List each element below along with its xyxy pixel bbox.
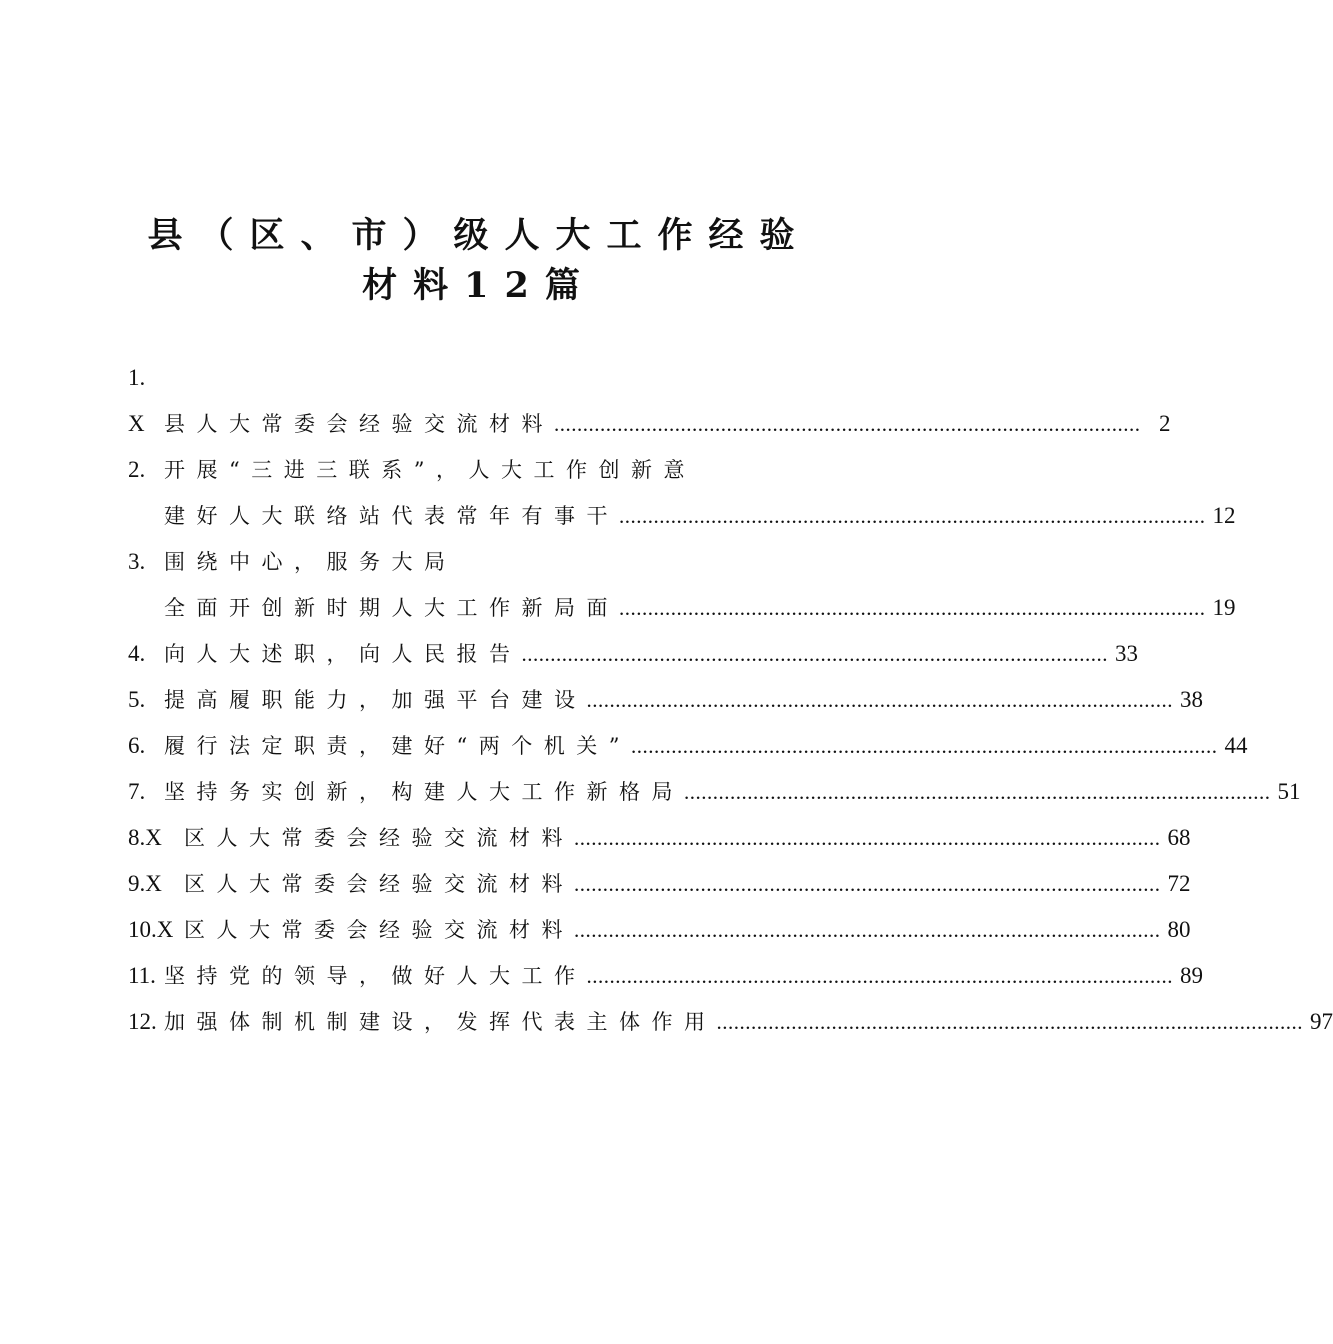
toc-entry-number: 10.X: [128, 917, 174, 942]
toc-entry-number: 2.: [128, 457, 146, 482]
toc-entry-number: 5.: [128, 687, 146, 712]
toc-entry-number: 7.: [128, 779, 146, 804]
toc-entry-number: 4.: [128, 641, 146, 666]
document-title-line-2: 材料12篇: [362, 265, 596, 306]
toc-entry-12[interactable]: [128, 1002, 1333, 1042]
toc-entry-number: 6.: [128, 733, 146, 758]
toc-entry-2[interactable]: [128, 450, 828, 490]
toc-entry-title: 坚持务实创新，构建人大工作新格局: [164, 780, 684, 804]
toc-leader-dots: ......................................................................................................: [554, 412, 1141, 436]
toc-leader-dots: ......................................................................................................: [574, 872, 1161, 896]
toc-entry-number: 3.: [128, 549, 146, 574]
toc-entry-title: 开展“三进三联系”，人大工作创新意: [164, 458, 696, 482]
toc-entry-2-continued[interactable]: [128, 496, 1236, 536]
toc-entry-page: 80: [1167, 917, 1191, 942]
toc-entry-title: 区人大常委会经验交流材料: [184, 826, 574, 850]
toc-entry-title: 围绕中心，服务大局: [164, 550, 457, 574]
toc-entry-title: 县人大常委会经验交流材料: [164, 412, 554, 436]
toc-leader-dots: ......................................................................................................: [574, 826, 1161, 850]
toc-entry-1-number-line: [128, 358, 828, 398]
toc-entry-page: 44: [1224, 733, 1248, 758]
toc-entry-number: 1.: [128, 365, 146, 390]
toc-entry-page: 72: [1167, 871, 1191, 896]
toc-entry-title: 坚持党的领导，做好人大工作: [164, 964, 587, 988]
toc-leader-dots: ......................................................................................................: [574, 918, 1161, 942]
toc-leader-dots: ......................................................................................................: [716, 1010, 1303, 1034]
toc-entry-page: 68: [1167, 825, 1191, 850]
toc-entry-11[interactable]: [128, 956, 1203, 996]
toc-entry-5[interactable]: [128, 680, 1203, 720]
toc-entry-number: X: [128, 411, 145, 436]
toc-entry-8[interactable]: [128, 818, 1191, 858]
toc-leader-dots: ......................................................................................................: [619, 504, 1206, 528]
toc-entry-page: 33: [1115, 641, 1138, 666]
toc-entry-3-continued[interactable]: [128, 588, 1236, 628]
toc-entry-number: 11.: [128, 963, 156, 988]
toc-entry-title: 加强体制机制建设，发挥代表主体作用: [164, 1010, 717, 1034]
toc-entry-title: 向人大述职，向人民报告: [164, 642, 522, 666]
toc-entry-title: 提高履职能力，加强平台建设: [164, 688, 587, 712]
toc-entry-number: 8.X: [128, 825, 162, 850]
toc-leader-dots: ......................................................................................................: [586, 964, 1173, 988]
toc-entry-page: 38: [1180, 687, 1203, 712]
toc-entry-1[interactable]: [128, 404, 1171, 444]
toc-entry-7[interactable]: [128, 772, 1301, 812]
toc-entry-title: 履行法定职责，建好“两个机关”: [164, 734, 631, 758]
toc-leader-dots: ......................................................................................................: [619, 596, 1206, 620]
toc-entry-title: 全面开创新时期人大工作新局面: [164, 596, 619, 620]
toc-entry-3[interactable]: [128, 542, 828, 582]
toc-entry-number: 12.: [128, 1009, 157, 1034]
toc-entry-6[interactable]: [128, 726, 1248, 766]
toc-entry-title: 建好人大联络站代表常年有事干: [164, 504, 619, 528]
toc-entry-page: 89: [1180, 963, 1203, 988]
toc-entry-number: 9.X: [128, 871, 162, 896]
toc-entry-title: 区人大常委会经验交流材料: [184, 872, 574, 896]
toc-leader-dots: ......................................................................................................: [586, 688, 1173, 712]
document-title-line-1: 县（区、市）级人大工作经验: [147, 215, 811, 256]
toc-entry-page: 12: [1212, 503, 1236, 528]
toc-entry-page: 97: [1310, 1009, 1333, 1034]
toc-entry-4[interactable]: [128, 634, 1138, 674]
toc-entry-9[interactable]: [128, 864, 1191, 904]
toc-leader-dots: ......................................................................................................: [630, 734, 1218, 758]
toc-entry-page: 51: [1277, 779, 1301, 804]
toc-entry-title: 区人大常委会经验交流材料: [184, 918, 574, 942]
toc-entry-10[interactable]: [128, 910, 1191, 950]
toc-entry-page: 2: [1159, 411, 1171, 436]
toc-leader-dots: ......................................................................................................: [521, 642, 1108, 666]
toc-entry-page: 19: [1212, 595, 1236, 620]
toc-leader-dots: ......................................................................................................: [684, 780, 1271, 804]
